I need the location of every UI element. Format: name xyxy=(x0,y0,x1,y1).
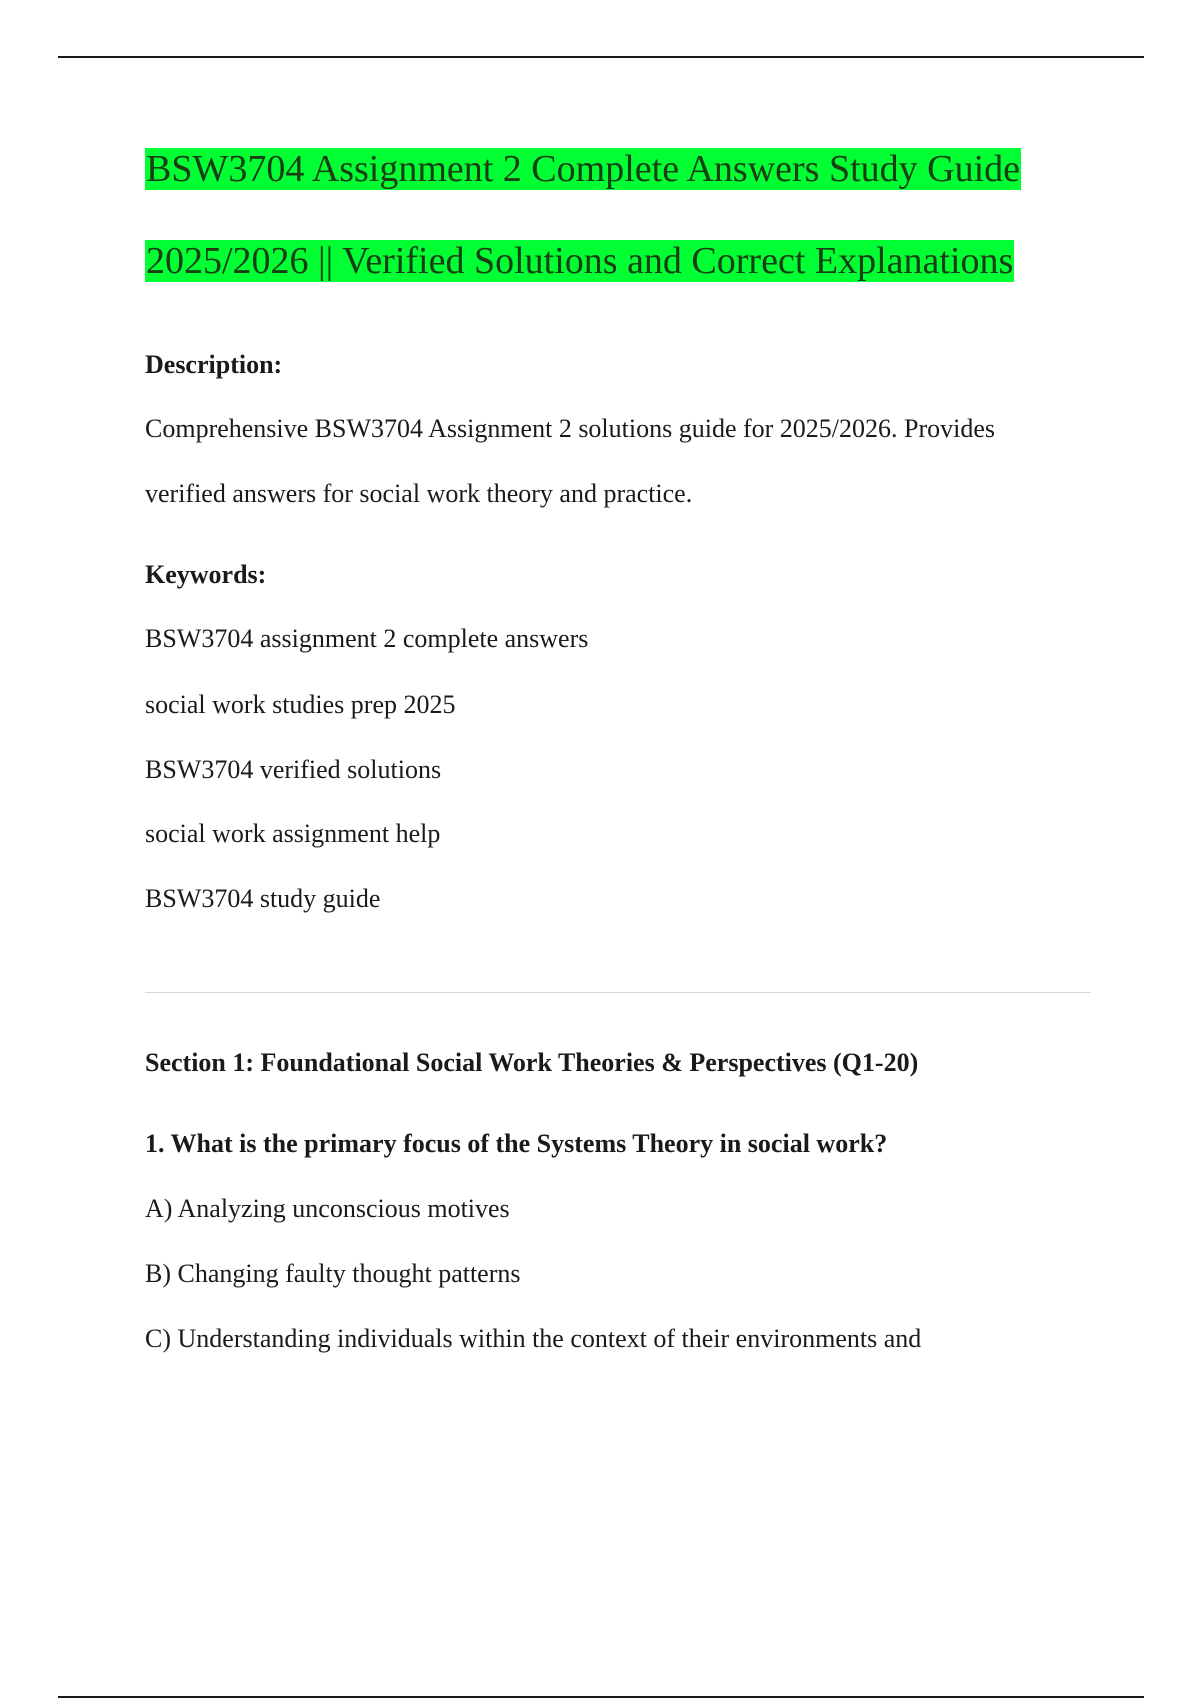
description-text-line-2: verified answers for social work theory and practice. xyxy=(145,479,693,508)
title-highlight-2: 2025/2026 || Verified Solutions and Correct Explanations xyxy=(146,240,1014,282)
page-top-rule xyxy=(58,56,1144,58)
keyword-item: social work studies prep 2025 xyxy=(145,690,456,719)
keyword-item: social work assignment help xyxy=(145,819,441,848)
question-1-option-a: A) Analyzing unconscious motives xyxy=(145,1194,510,1223)
question-1-option-c: C) Understanding individuals within the context of their environments and xyxy=(145,1324,922,1353)
title-highlight-1: BSW3704 Assignment 2 Complete Answers Study Guide xyxy=(146,148,1020,190)
description-text-line-1: Comprehensive BSW3704 Assignment 2 solutions guide for 2025/2026. Provides xyxy=(145,414,996,443)
keywords-heading: Keywords: xyxy=(145,560,267,589)
question-1-option-b: B) Changing faulty thought patterns xyxy=(145,1259,521,1288)
document-title-line-2 xyxy=(145,238,1014,284)
document-title-line-1 xyxy=(145,146,1021,192)
keyword-item: BSW3704 study guide xyxy=(145,884,381,913)
section-heading: Section 1: Foundational Social Work Theories & Perspectives (Q1-20) xyxy=(145,1048,919,1077)
keyword-item: BSW3704 assignment 2 complete answers xyxy=(145,624,589,653)
question-1-text: 1. What is the primary focus of the Systems Theory in social work? xyxy=(145,1129,888,1158)
description-heading: Description: xyxy=(145,350,283,379)
keyword-item: BSW3704 verified solutions xyxy=(145,755,442,784)
page-bottom-rule xyxy=(58,1696,1144,1698)
section-divider xyxy=(145,992,1091,993)
